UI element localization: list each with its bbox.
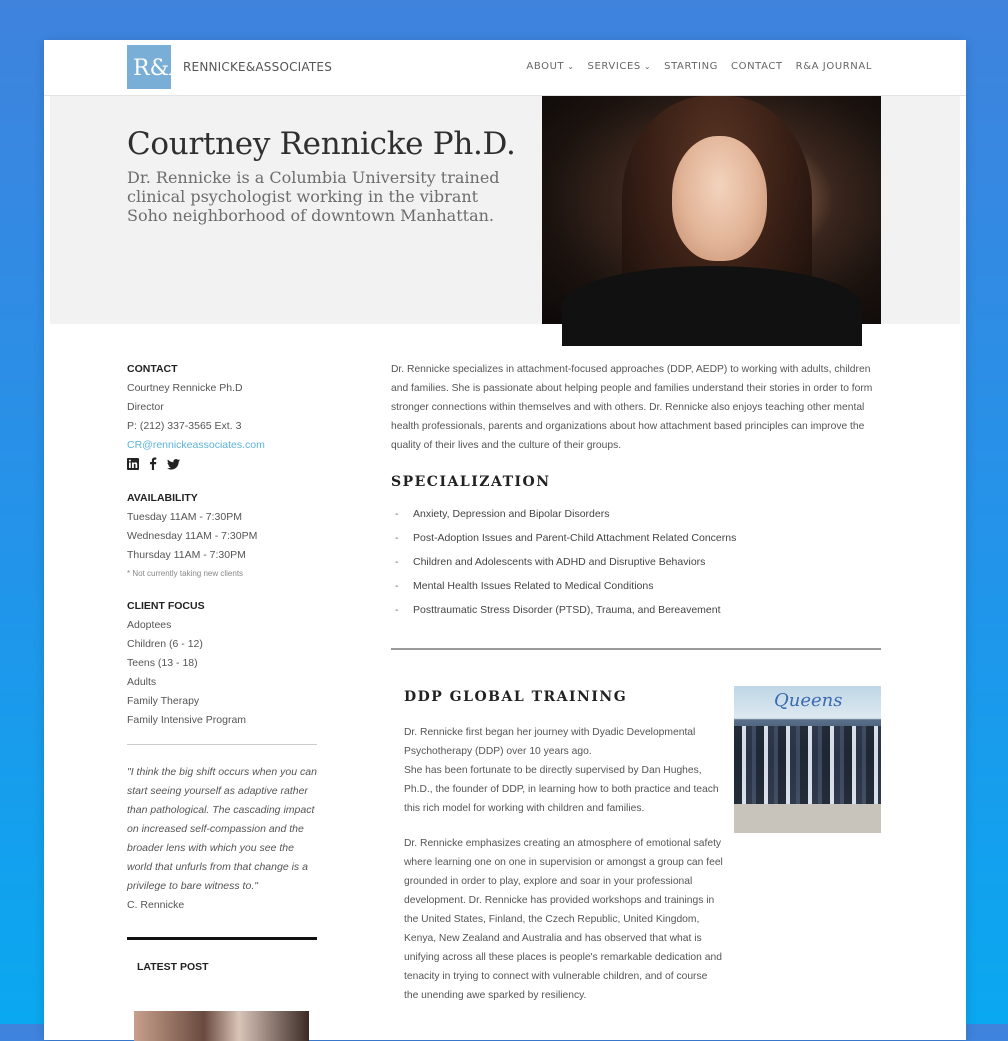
ddp-paragraph: Dr. Rennicke emphasizes creating an atmosphere of emotional safety where learning one on one in supervision or amongst a group can feel grounded in order to play, explore and soar in your professional development. Dr. Rennicke has provided workshops and trainings in the United States, Finland, the Czech Republic, United Kingdom, Kenya, New Zealand and Australia and has observed that what is unifying across all these places is people's remarkable dedication and tenacity in trying to connect with vulnerable children, and of course the unending awe sparked by resiliency. — [404, 838, 723, 1001]
social-links — [127, 457, 317, 475]
dash-icon: - — [395, 531, 399, 544]
ddp-group-photo — [734, 686, 881, 833]
section-divider — [391, 648, 881, 650]
contact-heading: CONTACT — [127, 363, 178, 375]
page-title: Courtney Rennicke Ph.D. — [127, 126, 516, 162]
main-content — [391, 360, 881, 622]
svg-text:R&A: R&A — [133, 56, 186, 81]
chevron-down-icon: ⌄ — [643, 62, 652, 71]
dash-icon: - — [395, 507, 399, 520]
nav-item-about[interactable]: ABOUT ⌄ — [526, 61, 575, 72]
ddp-paragraph: She has been fortunate to be directly supervised by Dan Hughes, Ph.D., the founder of DDP, in learning how to both practice and teach this rich model for working with children and families. — [404, 765, 719, 814]
client-focus-item: Family Intensive Program — [127, 714, 247, 726]
specialization-list — [391, 502, 881, 622]
latest-post-heading: LATEST POST — [137, 961, 209, 973]
availability-heading: AVAILABILITY — [127, 492, 198, 504]
testimonial-quote: "I think the big shift occurs when you can start seeing yourself as adaptive rather than pathological. The cascading impact on increased self-compassion and the broader lens with which you see the world that unfurls from that change is a privilege to bare witness to." — [127, 766, 317, 892]
dash-icon: - — [395, 603, 399, 616]
contact-phone[interactable]: P: (212) 337-3565 Ext. 3 — [127, 420, 242, 432]
list-item: - Anxiety, Depression and Bipolar Disorders — [391, 502, 881, 526]
availability-note: * Not currently taking new clients — [127, 569, 244, 578]
brand-logo[interactable] — [127, 45, 186, 89]
client-focus-item: Teens (13 - 18) — [127, 657, 198, 669]
list-item: - Post-Adoption Issues and Parent-Child Attachment Related Concerns — [391, 526, 881, 550]
list-item: - Posttraumatic Stress Disorder (PTSD), Trauma, and Bereavement — [391, 598, 881, 622]
sidebar — [127, 360, 317, 977]
contact-role: Director — [127, 401, 164, 413]
client-focus-block — [127, 597, 317, 730]
ddp-paragraph: Dr. Rennicke first began her journey with Dyadic Developmental Psychotherapy (DDP) over 10 years ago. — [404, 727, 696, 757]
availability-slot: Thursday 11AM - 7:30PM — [127, 549, 246, 561]
bio-paragraph: Dr. Rennicke specializes in attachment-focused approaches (DDP, AEDP) to working with adults, children and families. She is passionate about helping people and families understand their stories in order to form stronger connections within themselves and with others. Dr. Rennicke also enjoys teaching other mental health professionals, parents and organizations about how attachment based principles can improve the quality of their lives and the culture of their groups. — [391, 364, 873, 451]
quote-author: C. Rennicke — [127, 899, 185, 911]
client-focus-heading: CLIENT FOCUS — [127, 600, 205, 612]
photo-sign-text: Queens — [774, 690, 843, 711]
spacer — [404, 818, 724, 834]
main-nav — [526, 61, 872, 72]
latest-post-thumbnail[interactable] — [134, 1011, 309, 1041]
client-focus-item: Children (6 - 12) — [127, 638, 203, 650]
portrait-photo — [542, 96, 881, 324]
contact-name: Courtney Rennicke Ph.D — [127, 382, 243, 394]
logo-icon — [131, 49, 186, 85]
nav-item-contact[interactable]: CONTACT — [731, 61, 783, 72]
photo-people — [734, 726, 881, 806]
nav-item-journal[interactable]: R&A JOURNAL — [795, 61, 872, 72]
twitter-icon[interactable] — [167, 457, 180, 476]
specialization-heading: SPECIALIZATION — [391, 474, 551, 490]
list-item: - Children and Adolescents with ADHD and Disruptive Behaviors — [391, 550, 881, 574]
hero-subtitle: Dr. Rennicke is a Columbia University trained clinical psychologist working in the vibrant Soho neighborhood of downtown Manhattan. — [127, 168, 500, 225]
ddp-heading: DDP GLOBAL TRAINING — [404, 689, 628, 705]
ddp-training-section — [404, 688, 724, 1005]
chevron-down-icon: ⌄ — [567, 62, 575, 71]
availability-block — [127, 489, 317, 583]
top-navigation-bar — [44, 40, 966, 96]
photo-ground — [734, 804, 881, 833]
linkedin-icon[interactable] — [127, 457, 139, 476]
nav-item-starting[interactable]: STARTING — [664, 61, 719, 72]
client-focus-item: Adults — [127, 676, 157, 688]
availability-slot: Tuesday 11AM - 7:30PM — [127, 511, 242, 523]
client-focus-item: Adoptees — [127, 619, 172, 631]
portrait-face — [672, 136, 767, 261]
sidebar-divider — [127, 744, 317, 745]
page — [44, 40, 966, 1040]
dash-icon: - — [395, 555, 399, 568]
nav-item-services[interactable]: SERVICES ⌄ — [587, 61, 652, 72]
hero-banner — [50, 96, 960, 324]
list-item: - Mental Health Issues Related to Medical Conditions — [391, 574, 881, 598]
availability-slot: Wednesday 11AM - 7:30PM — [127, 530, 258, 542]
facebook-icon[interactable] — [149, 457, 157, 476]
sidebar-thick-divider — [127, 937, 317, 940]
portrait-body — [562, 266, 862, 346]
client-focus-item: Family Therapy — [127, 695, 200, 707]
dash-icon: - — [395, 579, 399, 592]
contact-email-link[interactable]: CR@rennickeassociates.com — [127, 439, 265, 451]
contact-block — [127, 360, 317, 475]
brand-name[interactable]: RENNICKE&ASSOCIATES — [183, 60, 333, 74]
